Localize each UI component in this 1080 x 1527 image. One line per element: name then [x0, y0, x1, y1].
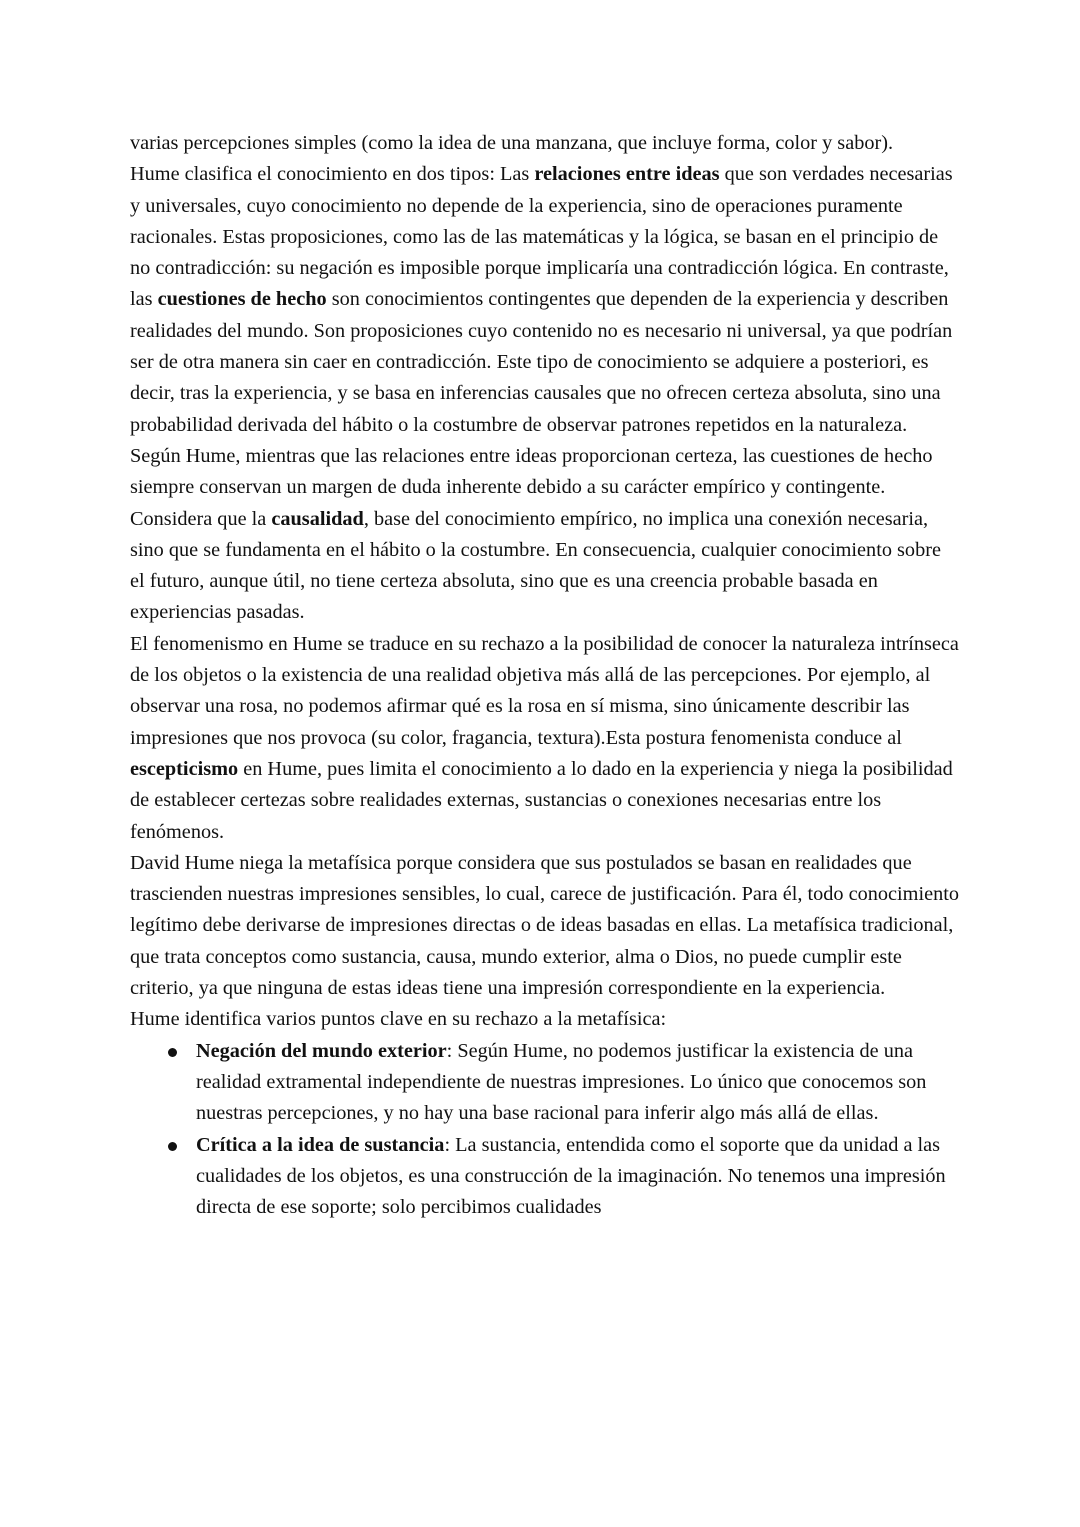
bullet-text: : La sustancia, entendida como el soporte que da unidad a las cualidades de los objetos, es una construcción de la imaginación. No tenemos una impresión directa de ese soporte; solo percibimos cualidades: [196, 1133, 946, 1219]
term-cuestiones-de-hecho: cuestiones de hecho: [157, 288, 327, 311]
bullet-title: Negación del mundo exterior: [196, 1039, 447, 1062]
bullet-icon: [168, 1048, 177, 1057]
list-item: [130, 1130, 960, 1224]
paragraph-key-points-intro: Hume identifica varios puntos clave en su rechazo a la metafísica:: [130, 1008, 667, 1031]
bullet-title: Crítica a la idea de sustancia: [196, 1133, 445, 1156]
term-relaciones-entre-ideas: relaciones entre ideas: [534, 163, 720, 186]
paragraph-knowledge-types: Hume clasifica el conocimiento en dos tipos: Las relaciones entre ideas que son verdades necesarias y universales, cuyo conocimiento no depende de la experiencia, sino de operaciones puramente racionales. Estas proposiciones, como las de las matemáticas y la lógica, se basan en el principio de no contradicción: su negación es imposible porque implicaría una contradicción lógica. En contraste, las cuestiones de hecho son conocimientos contingentes que dependen de la experiencia y describen realidades del mundo. Son proposiciones cuyo contenido no es necesario ni universal, ya que podrían ser de otra manera sin caer en contradicción. Este tipo de conocimiento se adquiere a posteriori, es decir, tras la experiencia, y se basa en inferencias causales que no ofrecen certeza absoluta, sino una probabilidad derivada del hábito o la costumbre de observar patrones repetidos en la naturaleza. Según Hume, mientras que las relaciones entre ideas proporcionan certeza, las cuestiones de hecho siempre conservan un margen de duda inherente debido a su carácter empírico y contingente.: [130, 163, 953, 499]
term-causalidad: causalidad: [271, 507, 364, 530]
key-points-list: [130, 1036, 960, 1224]
bullet-icon: [168, 1142, 177, 1151]
list-item: [130, 1036, 960, 1130]
bullet-text: : Según Hume, no podemos justificar la existencia de una realidad extramental independiente de nuestras impresiones. Lo único que conocemos son nuestras percepciones, y no hay una base racional para inferir algo más allá de ellas.: [196, 1039, 927, 1125]
paragraph-metaphysics: David Hume niega la metafísica porque considera que sus postulados se basan en realidades que trascienden nuestras impresiones sensibles, lo cual, carece de justificación. Para él, todo conocimiento legítimo debe derivarse de impresiones directas o de ideas basadas en ellas. La metafísica tradicional, que trata conceptos como sustancia, causa, mundo exterior, alma o Dios, no puede cumplir este criterio, ya que ninguna de estas ideas tiene una impresión correspondiente en la experiencia.: [130, 851, 959, 1000]
paragraph-apple-example: varias percepciones simples (como la idea de una manzana, que incluye forma, color y sabor).: [130, 132, 894, 154]
document-page: [130, 128, 960, 1223]
paragraph-phenomenalism: El fenomenismo en Hume se traduce en su rechazo a la posibilidad de conocer la naturaleza intrínseca de los objetos o la existencia de una realidad objetiva más allá de las percepciones. Por ejemplo, al observar una rosa, no podemos afirmar qué es la rosa en sí misma, sino únicamente describir las impresiones que nos provoca (su color, fragancia, textura).Esta postura fenomenista conduce al escepticismo en Hume, pues limita el conocimiento a lo dado en la experiencia y niega la posibilidad de establecer certezas sobre realidades externas, sustancias o conexiones necesarias entre los fenómenos.: [130, 632, 959, 843]
paragraph-causality: Considera que la causalidad, base del conocimiento empírico, no implica una conexión necesaria, sino que se fundamenta en el hábito o la costumbre. En consecuencia, cualquier conocimiento sobre el futuro, aunque útil, no tiene certeza absoluta, sino que es una creencia probable basada en experiencias pasadas.: [130, 507, 941, 624]
term-escepticismo: escepticismo: [130, 757, 239, 780]
